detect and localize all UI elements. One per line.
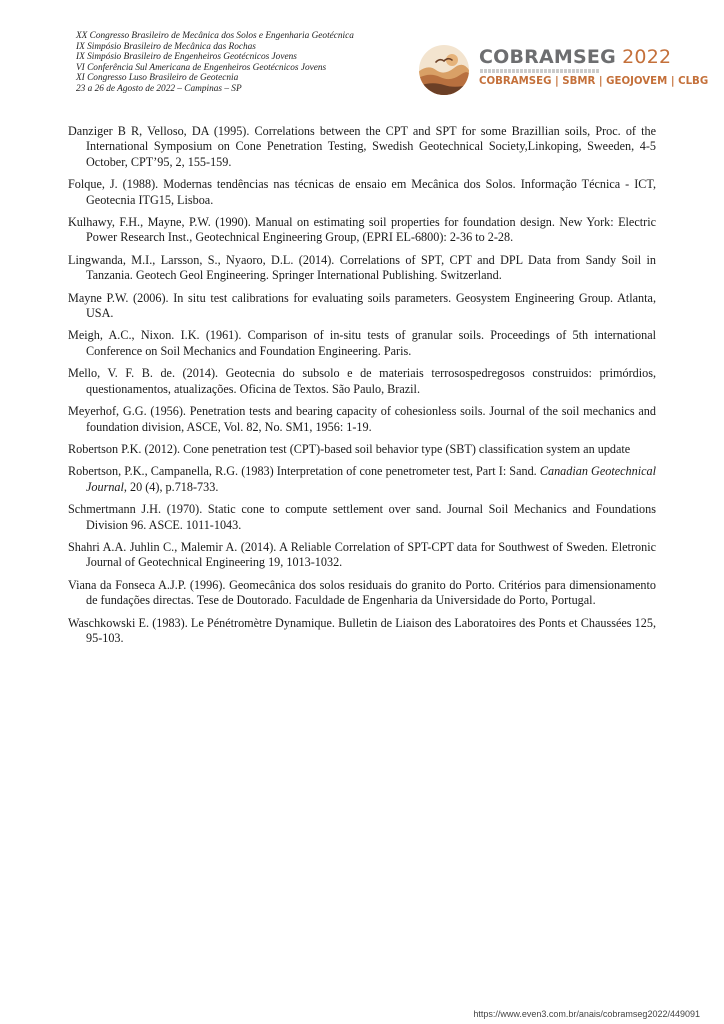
cobramseg-emblem-icon [418, 44, 470, 96]
reference-item: Mayne P.W. (2006). In situ test calibrations for evaluating soils parameters. Geosystem Engineering Group. Atlanta, USA. [68, 290, 656, 321]
reference-item [68, 464, 656, 495]
header-line: IX Simpósio Brasileiro de Mecânica das Rochas [76, 41, 256, 52]
reference-item: Lingwanda, M.I., Larsson, S., Nyaoro, D.L. (2014). Correlations of SPT, CPT and DPL Data from Sandy Soil in Tanzania. Geotech Geol Engineering. Springer International Publishing. Switzerland. [68, 252, 656, 283]
header-line: 23 a 26 de Agosto de 2022 – Campinas – SP [76, 83, 242, 94]
header-line: XI Congresso Luso Brasileiro de Geotecnia [76, 73, 239, 84]
reference-item: Robertson P.K. (2012). Cone penetration test (CPT)-based soil behavior type (SBT) classification system an update [68, 441, 631, 456]
reference-text: , 20 (4), p.718-733. [123, 479, 219, 494]
reference-item: Meigh, A.C., Nixon. I.K. (1961). Comparison of in-situ tests of granular soils. Proceedings of 5th international Conference on Soil Mechanics and Foundation Engineering. Paris. [68, 328, 656, 358]
logo-year: 2022 [622, 46, 672, 68]
reference-item: Kulhawy, F.H., Mayne, P.W. (1990). Manual on estimating soil properties for foundation design. New York: Electric Power Research Inst., Geotechnical Engineering Group, (EPRI EL-6800): 2-36 to 2-28. [68, 215, 656, 245]
conference-header [76, 31, 416, 95]
logo-organizations: COBRAMSEG | SBMR | GEOJOVEM | CLBG [479, 76, 709, 87]
reference-item: Waschkowski E. (1983). Le Pénétromètre Dynamique. Bulletin de Liaison des Laboratoires des Ponts et Chaussées 125, 95-103. [68, 615, 656, 645]
reference-item: Danziger B R, Velloso, DA (1995). Correlations between the CPT and SPT for some Brazillian soils, Proc. of the International Symposium on Cone Penetration Testing, Swedish Geotechnical Society,Linkoping, Sweeden, 4-5 October, CPT’95, 2, 155-159. [68, 124, 656, 169]
reference-item: Viana da Fonseca A.J.P. (1996). Geomecânica dos solos residuais do granito do Porto. Critérios para dimensionamento de fundações directas. Tese de Doutorado. Faculdade de Engenharia da Universidade do Porto, Portugal. [68, 577, 656, 608]
reference-item: Shahri A.A. Juhlin C., Malemir A. (2014). A Reliable Correlation of SPT-CPT data for Southwest of Sweden. Eletronic Journal of Geotechnical Engineering 19, 1013-1032. [68, 539, 656, 570]
reference-item: Mello, V. F. B. de. (2014). Geotecnia do subsolo e de materiais terrosospedregosos construidos: primórdios, questionamentos, atualizações. Oficina de Textos. São Paulo, Brazil. [68, 366, 656, 396]
header-line: XX Congresso Brasileiro de Mecânica dos Solos e Engenharia Geotécnica [76, 31, 354, 41]
logo-title [479, 46, 671, 68]
header-line: VI Conferência Sul Americana de Engenheiros Geotécnicos Jovens [76, 62, 327, 73]
reference-text: Robertson, P.K., Campanella, R.G. (1983) Interpretation of cone penetrometer test, Part I: Sand. [68, 464, 540, 479]
logo-fine-print [480, 69, 600, 73]
reference-item: Meyerhof, G.G. (1956). Penetration tests and bearing capacity of cohesionless soils. Journal of the soil mechanics and foundation division, ASCE, Vol. 82, No. SM1, 1956: 1-19. [68, 404, 656, 434]
footer-url-link[interactable]: https://www.even3.com.br/anais/cobramseg2022/449091 [473, 1009, 700, 1019]
reference-item: Folque, J. (1988). Modernas tendências nas técnicas de ensaio em Mecânica dos Solos. Informação Técnica - ICT, Geotecnia ITG15, Lisboa. [68, 177, 656, 207]
cobramseg-logo [418, 44, 709, 96]
header-line: IX Simpósio Brasileiro de Engenheiros Geotécnicos Jovens [76, 52, 297, 63]
reference-list [68, 124, 656, 653]
reference-item: Schmertmann J.H. (1970). Static cone to compute settlement over sand. Journal Soil Mechanics and Foundations Division 96. ASCE. 1011-1043. [68, 502, 656, 532]
logo-name: COBRAMSEG [479, 46, 616, 68]
journal-title: Canadian Geotechnical Journal [86, 464, 656, 494]
